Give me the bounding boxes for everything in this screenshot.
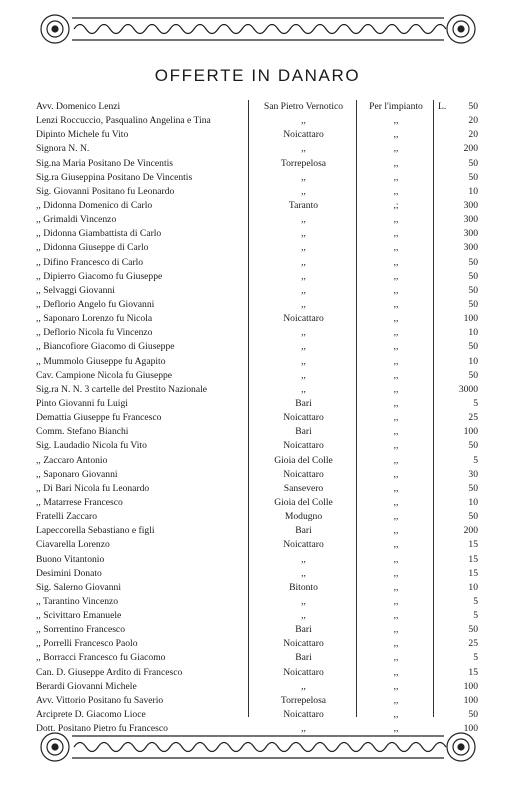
donor-name: ,, Scivittaro Emanuele: [36, 610, 122, 622]
donation-purpose: ,,: [393, 298, 399, 310]
page-title: OFFERTE IN DANARO: [154, 66, 361, 85]
donor-place: ,,: [301, 143, 306, 155]
donation-purpose: ,,: [393, 242, 399, 254]
donor-place: Noicattaro: [283, 412, 324, 424]
donor-place: ,,: [301, 567, 306, 579]
donor-place: ,,: [301, 115, 306, 127]
donation-amount: 50: [468, 369, 478, 381]
donor-name: Fratelli Zaccaro: [36, 511, 97, 523]
donor-place: ,,: [301, 383, 306, 395]
donor-name: Avv. Domenico Lenzi: [36, 101, 121, 112]
table-row: [36, 185, 481, 199]
donation-amount: 15: [468, 666, 478, 678]
donation-amount: 100: [463, 680, 478, 692]
donor-name: ,, Mummolo Giuseppe fu Agapito: [36, 355, 166, 367]
donor-place: ,,: [301, 327, 306, 339]
donation-purpose: ,,: [393, 709, 399, 721]
donation-amount: 50: [468, 511, 478, 523]
donation-purpose: ,,: [393, 270, 399, 282]
donation-purpose: ,,: [393, 397, 399, 409]
table-row: [36, 383, 481, 397]
donation-amount: 10: [468, 185, 478, 197]
donation-amount: 300: [463, 214, 478, 226]
table-row: [36, 100, 481, 114]
table-row: [36, 524, 481, 538]
donation-amount: 50: [468, 270, 478, 282]
donor-place: ,,: [301, 595, 306, 607]
donation-purpose: ,,: [393, 228, 399, 240]
donor-place: ,,: [301, 355, 306, 367]
donation-amount: 15: [468, 539, 478, 551]
donation-amount: 25: [468, 412, 478, 424]
donation-amount: 100: [463, 426, 478, 438]
donor-place: Noicattaro: [283, 440, 324, 452]
donor-name: ,, Deflorio Angelo fu Giovanni: [36, 298, 155, 310]
donor-name: Sig.na Maria Positano De Vincentis: [36, 157, 174, 169]
donation-purpose: Per l'impianto: [369, 101, 423, 112]
bottom-ornamental-border: [38, 730, 478, 764]
donor-name: ,, Sorrentino Francesco: [36, 624, 125, 636]
donor-place: ,,: [301, 242, 306, 254]
donor-place: Taranto: [288, 199, 319, 211]
table-row: [36, 567, 481, 581]
donation-amount: 50: [468, 284, 478, 296]
donation-amount: 25: [468, 638, 478, 650]
donor-name: Avv. Vittorio Positano fu Saverio: [36, 694, 164, 706]
donor-place: Gioia del Colle: [274, 454, 333, 466]
table-row: [36, 468, 481, 482]
table-row: [36, 680, 481, 694]
donor-place: ,,: [301, 284, 306, 296]
donation-amount: 10: [468, 496, 478, 508]
donation-purpose: ,,: [393, 511, 399, 523]
donation-purpose: ,,: [393, 440, 399, 452]
donor-place: ,,: [301, 553, 306, 565]
donor-name: Desimini Donato: [36, 567, 102, 579]
donation-amount: 50: [468, 157, 478, 169]
donation-purpose: ,,: [393, 383, 399, 395]
donor-place: ,,: [301, 228, 306, 240]
donation-amount: 100: [463, 723, 478, 735]
donation-amount: 50: [468, 624, 478, 636]
donor-place: Bari: [295, 426, 312, 438]
donor-name: Cav. Campione Nicola fu Giuseppe: [36, 369, 173, 381]
donor-place: ,,: [301, 256, 306, 268]
donor-place: ,,: [301, 270, 306, 282]
donor-name: ,, Grimaldi Vincenzo: [36, 214, 117, 226]
donation-amount: 30: [468, 468, 478, 480]
donor-place: ,,: [301, 214, 306, 226]
donor-name: ,, Deflorio Nicola fu Vincenzo: [36, 327, 153, 339]
donation-purpose: ,,: [393, 595, 399, 607]
donor-name: Comm. Stefano Bianchi: [36, 426, 129, 438]
donor-place: Bitonto: [289, 581, 318, 593]
donor-name: ,, Difino Francesco di Carlo: [36, 256, 144, 268]
donor-name: Sig.ra N. N. 3 cartelle del Prestito Nazionale: [36, 383, 208, 395]
donation-purpose: ,,: [393, 496, 399, 508]
donation-purpose: ,,: [393, 666, 399, 678]
table-row: [36, 454, 481, 468]
table-row: [36, 326, 481, 340]
donor-name: Ciavarella Lorenzo: [36, 539, 110, 551]
donor-name: Lapeccorella Sebastiano e figli: [36, 525, 155, 537]
donation-purpose: ,,: [393, 553, 399, 565]
donation-amount: 50: [468, 341, 478, 353]
donation-amount: 50: [468, 256, 478, 268]
table-row: [36, 298, 481, 312]
donation-amount: 200: [463, 143, 478, 155]
table-row: [36, 411, 481, 425]
donation-purpose: ,,: [393, 482, 399, 494]
donation-amount: 50: [468, 101, 478, 112]
donor-name: Berardi Giovanni Michele: [36, 680, 137, 692]
donation-purpose: ,,: [393, 129, 399, 141]
donation-amount: 50: [468, 440, 478, 452]
table-row: [36, 355, 481, 369]
currency-label: L.: [438, 101, 447, 112]
donation-purpose: ,,: [393, 652, 399, 664]
donor-name: ,, Porrelli Francesco Paolo: [36, 638, 138, 650]
donation-amount: 50: [468, 482, 478, 494]
donation-amount: 50: [468, 298, 478, 310]
table-row: [36, 171, 481, 185]
donor-name: ,, Didonna Domenico di Carlo: [36, 199, 153, 211]
donation-amount: 50: [468, 709, 478, 721]
donor-place: ,,: [301, 298, 306, 310]
donation-amount: 300: [463, 242, 478, 254]
donation-purpose: ,,: [393, 327, 399, 339]
donation-purpose: ,,: [393, 185, 399, 197]
donor-name: ,, Di Bari Nicola fu Leonardo: [36, 482, 150, 494]
donor-place: Noicattaro: [283, 666, 324, 678]
donor-name: Demattia Giuseppe fu Francesco: [36, 412, 162, 424]
donation-amount: 300: [463, 199, 478, 211]
top-ornamental-border: [38, 12, 478, 46]
table-row: [36, 157, 481, 171]
donation-amount: 5: [473, 595, 478, 607]
donation-purpose: ,,: [393, 214, 399, 226]
donor-place: Sansevero: [283, 482, 324, 494]
donor-place: Noicattaro: [283, 539, 324, 551]
donor-name: ,, Zaccaro Antonio: [36, 454, 108, 466]
table-row: [36, 241, 481, 255]
donation-amount: 50: [468, 171, 478, 183]
donor-name: Sig.ra Giuseppina Positano De Vincentis: [36, 171, 193, 183]
donor-name: Pinto Giovanni fu Luigi: [36, 397, 128, 409]
table-row: [36, 553, 481, 567]
donor-place: Noicattaro: [283, 638, 324, 650]
donor-place: ,,: [301, 610, 306, 622]
donor-place: ,,: [301, 341, 306, 353]
donation-purpose: ,,: [393, 539, 399, 551]
donor-place: ,,: [301, 723, 306, 735]
table-row: [36, 128, 481, 142]
donation-purpose: ,,: [393, 157, 399, 169]
donation-amount: 20: [468, 129, 478, 141]
donor-name: ,, Tarantino Vincenzo: [36, 595, 119, 607]
table-row: [36, 581, 481, 595]
donation-purpose: ,,: [393, 369, 399, 381]
table-row: [36, 270, 481, 284]
donation-purpose: ,,: [393, 624, 399, 636]
donation-amount: 300: [463, 228, 478, 240]
donor-name: ,, Didonna Giambattista di Carlo: [36, 228, 162, 240]
donor-place: San Pietro Vernotico: [263, 101, 344, 112]
donation-amount: 5: [473, 397, 478, 409]
donor-place: Torrepelosa: [280, 157, 327, 169]
donor-name: ,, Matarrese Francesco: [36, 496, 123, 508]
table-row: [36, 666, 481, 680]
donation-purpose: ,,: [393, 694, 399, 706]
donation-amount: 100: [463, 313, 478, 325]
donation-amount: 10: [468, 581, 478, 593]
donation-purpose: ,,: [393, 171, 399, 183]
donation-purpose: ,,: [393, 525, 399, 537]
donor-name: Dipinto Michele fu Vito: [36, 129, 129, 141]
table-row: [36, 694, 481, 708]
table-row: [36, 369, 481, 383]
donation-purpose: ,,: [393, 115, 399, 127]
donation-amount: 5: [473, 454, 478, 466]
donor-name: Sig. Laudadio Nicola fu Vito: [36, 440, 147, 452]
donation-amount: 10: [468, 327, 478, 339]
donation-purpose: ,,: [393, 341, 399, 353]
donation-purpose: ,,: [393, 468, 399, 480]
table-row: [36, 637, 481, 651]
donor-name: Dott. Positano Pietro fu Francesco: [36, 723, 168, 735]
donation-amount: 3000: [458, 383, 478, 395]
donor-place: Bari: [295, 525, 312, 537]
table-row: [36, 609, 481, 623]
donor-place: Noicattaro: [283, 468, 324, 480]
donation-purpose: ,,: [393, 723, 399, 735]
donation-purpose: ,,: [393, 680, 399, 692]
donor-place: Bari: [295, 397, 312, 409]
donor-place: Gioia del Colle: [274, 496, 333, 508]
donations-table: [36, 100, 481, 736]
table-row: [36, 340, 481, 354]
table-row: [36, 538, 481, 552]
table-row: [36, 595, 481, 609]
donation-amount: 200: [463, 525, 478, 537]
table-row: [36, 425, 481, 439]
table-row: [36, 397, 481, 411]
donor-place: Noicattaro: [283, 313, 324, 325]
table-row: [36, 227, 481, 241]
donation-purpose: ,,: [393, 454, 399, 466]
donor-name: ,, Saponaro Lorenzo fu Nicola: [36, 313, 153, 325]
donation-purpose: ,;: [393, 199, 399, 211]
donation-purpose: ,,: [393, 426, 399, 438]
donation-amount: 15: [468, 567, 478, 579]
donation-amount: 5: [473, 652, 478, 664]
donor-place: ,,: [301, 680, 306, 692]
donation-purpose: ,,: [393, 313, 399, 325]
table-row: [36, 256, 481, 270]
donation-purpose: ,,: [393, 412, 399, 424]
donor-name: Buono Vitantonio: [36, 553, 105, 565]
donation-purpose: ,,: [393, 567, 399, 579]
table-row: [36, 510, 481, 524]
donation-amount: 100: [463, 694, 478, 706]
donor-place: ,,: [301, 185, 306, 197]
table-row: [36, 114, 481, 128]
donation-purpose: ,,: [393, 284, 399, 296]
table-row: [36, 623, 481, 637]
donor-name: ,, Didonna Giuseppe di Carlo: [36, 242, 149, 254]
table-row: [36, 312, 481, 326]
table-row: [36, 213, 481, 227]
donor-name: Sig. Salerno Giovanni: [36, 581, 122, 593]
donor-place: Torrepelosa: [280, 694, 327, 706]
donor-place: ,,: [301, 171, 306, 183]
donation-purpose: ,,: [393, 610, 399, 622]
donor-place: Noicattaro: [283, 129, 324, 141]
donor-place: Noicattaro: [283, 709, 324, 721]
donor-place: Modugno: [284, 511, 323, 523]
donor-name: ,, Saponaro Giovanni: [36, 468, 118, 480]
donation-amount: 20: [468, 115, 478, 127]
donor-name: Sig. Giovanni Positano fu Leonardo: [36, 185, 175, 197]
donation-purpose: ,,: [393, 355, 399, 367]
table-row: [36, 284, 481, 298]
donation-amount: 5: [473, 610, 478, 622]
donation-purpose: ,,: [393, 256, 399, 268]
donor-name: Signora N. N.: [36, 143, 90, 155]
donation-purpose: ,,: [393, 581, 399, 593]
donation-purpose: ,,: [393, 638, 399, 650]
donor-name: ,, Selvaggi Giovanni: [36, 284, 115, 296]
table-row: [36, 199, 481, 213]
table-row: [36, 708, 481, 722]
donor-name: Lenzi Roccuccio, Pasqualino Angelina e Tina: [36, 115, 211, 127]
donor-name: ,, Dipierro Giacomo fu Giuseppe: [36, 270, 163, 282]
table-row: [36, 651, 481, 665]
donor-name: ,, Biancofiore Giacomo di Giuseppe: [36, 341, 175, 353]
donation-amount: 10: [468, 355, 478, 367]
donor-name: Can. D. Giuseppe Ardito di Francesco: [36, 666, 183, 678]
table-row: [36, 496, 481, 510]
donation-amount: 15: [468, 553, 478, 565]
table-row: [36, 482, 481, 496]
donor-place: ,,: [301, 369, 306, 381]
table-row: [36, 142, 481, 156]
donor-name: Arciprete D. Giacomo Lioce: [36, 709, 146, 721]
table-row: [36, 439, 481, 453]
donor-place: Bari: [295, 624, 312, 636]
donation-purpose: ,,: [393, 143, 399, 155]
donor-name: ,, Borracci Francesco fu Giacomo: [36, 652, 166, 664]
donor-place: Bari: [295, 652, 312, 664]
